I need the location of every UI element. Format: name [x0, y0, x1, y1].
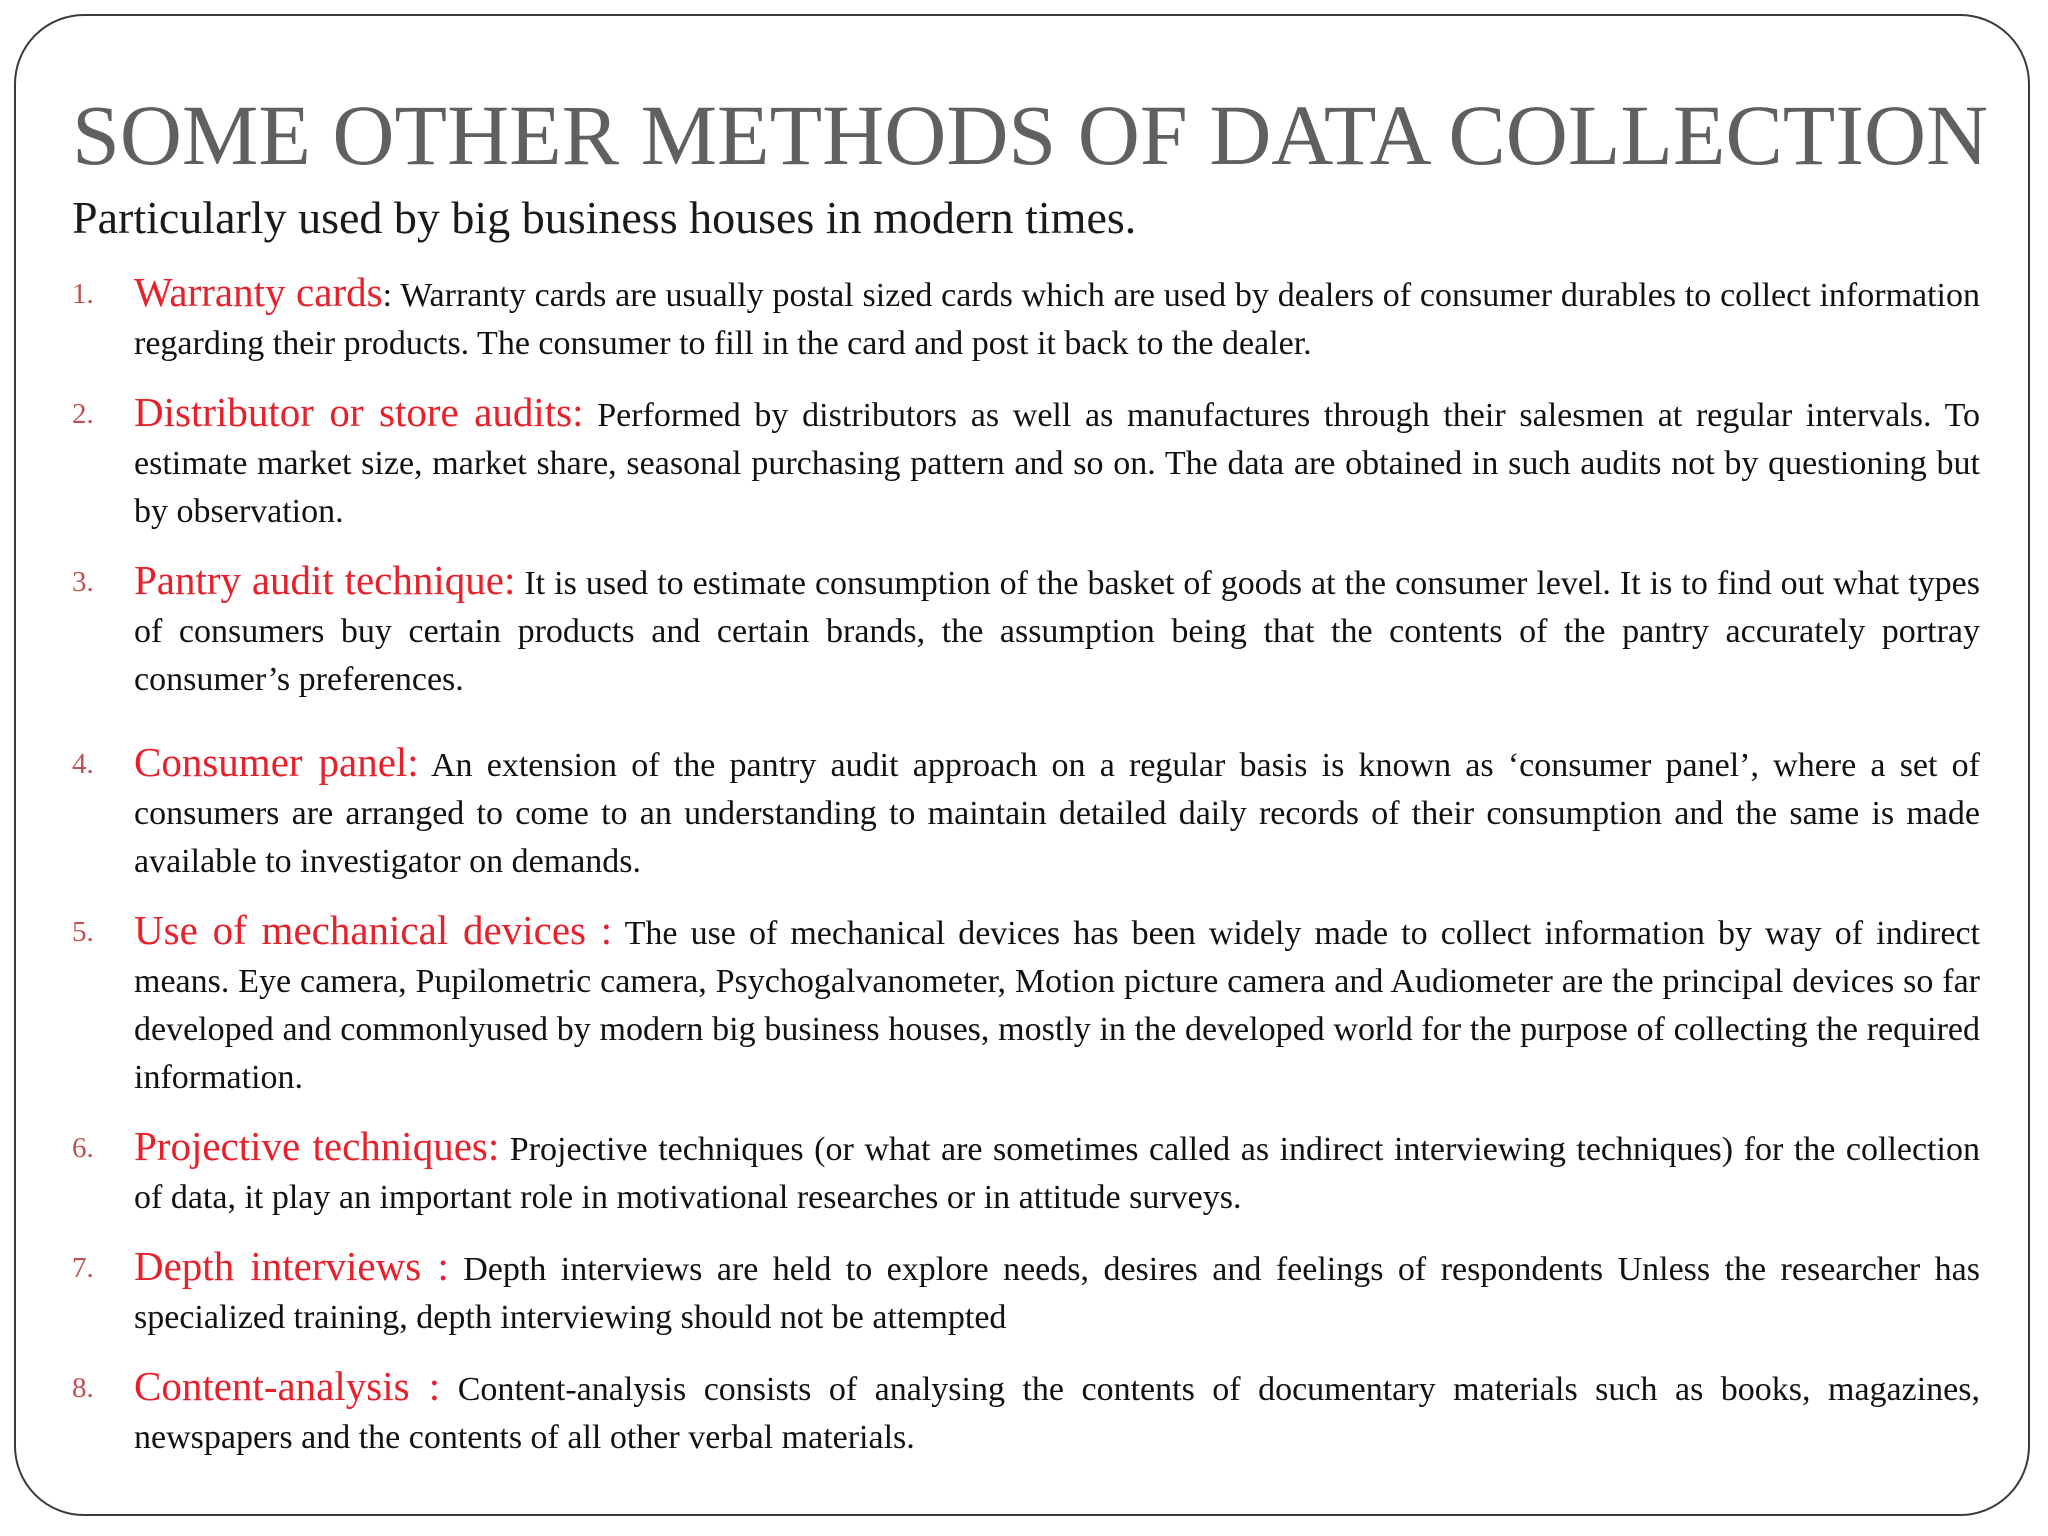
item-heading: Use of mechanical devices :	[134, 907, 613, 953]
item-separator: :	[382, 277, 393, 314]
item-number: 6.	[72, 1132, 94, 1164]
item-text: Content-analysis consists of analysing the contents of documentary materials such as books, magazines, newspapers and the contents of all other verbal materials.	[134, 1371, 1980, 1456]
item-text: Warranty cards are usually postal sized cards which are used by dealers of consumer durables to collect information regarding their products. The consumer to fill in the card and post it back to the dealer.	[134, 277, 1980, 362]
method-item-distributor-audits	[72, 388, 1980, 536]
item-text: Depth interviews are held to explore needs, desires and feelings of respondents Unless the researcher has specialized training, depth interviewing should not be attempted	[134, 1251, 1980, 1336]
item-number: 3.	[72, 566, 94, 598]
item-heading: Consumer panel:	[134, 739, 419, 785]
item-text: Projective techniques (or what are sometimes called as indirect interviewing techniques) for the collection of data, it play an important role in motivational researches or in attitude surveys.	[134, 1131, 1980, 1216]
item-number: 7.	[72, 1252, 94, 1284]
item-text: It is used to estimate consumption of the basket of goods at the consumer level. It is to find out what types of consumers buy certain products and certain brands, the assumption being that the contents of the pantry accurately portray consumer’s preferences.	[134, 565, 1981, 698]
item-text: The use of mechanical devices has been widely made to collect information by way of indirect means. Eye camera, Pupilometric camera, Psychogalvanometer, Motion picture camera and Audiometer are the principal devices so far developed and commonlyused by modern big business houses, mostly in the developed world for the purpose of collecting the required information.	[134, 915, 1980, 1096]
method-item-content-analysis	[72, 1362, 1980, 1462]
item-number: 4.	[72, 748, 94, 780]
item-text: Performed by distributors as well as manufactures through their salesmen at regular intervals. To estimate market size, market share, seasonal purchasing pattern and so on. The data are obtained in such audits not by questioning but by observation.	[134, 397, 1980, 530]
item-text: An extension of the pantry audit approach on a regular basis is known as ‘consumer panel’, where a set of consumers are arranged to come to an understanding to maintain detailed daily records of their consumption and the same is made available to investigator on demands.	[134, 747, 1980, 880]
method-item-pantry-audit	[72, 556, 1980, 704]
item-heading: Pantry audit technique:	[134, 557, 516, 603]
method-item-projective-techniques	[72, 1122, 1980, 1222]
item-heading: Projective techniques:	[134, 1123, 500, 1169]
item-heading: Warranty cards	[134, 269, 383, 315]
method-item-warranty-cards	[72, 268, 1980, 368]
item-heading: Distributor or store audits:	[134, 389, 584, 435]
method-item-depth-interviews	[72, 1242, 1980, 1342]
method-item-mechanical-devices	[72, 906, 1980, 1102]
item-heading: Depth interviews :	[134, 1243, 449, 1289]
item-heading: Content-analysis :	[134, 1363, 441, 1409]
methods-list	[72, 268, 1980, 1482]
method-item-consumer-panel	[72, 738, 1980, 886]
slide-subtitle: Particularly used by big business houses in modern times.	[72, 192, 1137, 243]
item-number: 8.	[72, 1372, 94, 1404]
slide-title: SOME OTHER METHODS OF DATA COLLECTION	[72, 87, 1989, 183]
item-number: 2.	[72, 398, 94, 430]
item-number: 1.	[72, 278, 94, 310]
item-number: 5.	[72, 916, 94, 948]
